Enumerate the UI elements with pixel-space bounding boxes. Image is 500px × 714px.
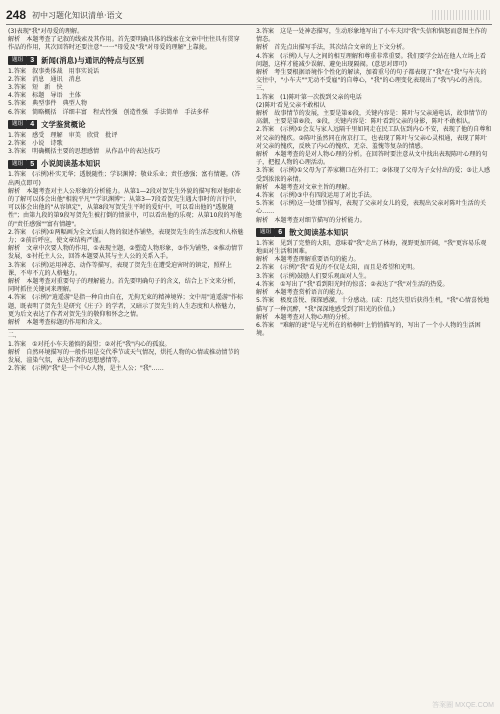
- text-paragraph: 解析 文章中次要人物的作用，①表现主题，②塑造人物形象，③作为铺垫，④推动情节发展，⑤衬托主人公，回答本题要从其与主人公的关系入手。: [8, 245, 244, 261]
- text-paragraph: 解析 本题考查理解重要语句的能力。: [256, 256, 360, 264]
- text-paragraph: 解析 故事情节的发展，主要是第⑥段，关键内容是：陈叶与父亲通电话，故事情节的高潮，主要是第⑧段、⑨段，关键内容是：陈叶看到父亲的身影，陈叶不敢相认。: [256, 110, 487, 126]
- section-tag: 题组: [8, 56, 27, 65]
- text-paragraph: 3.答案 (示例)鼓励人们要乐观面对人生。: [256, 272, 371, 280]
- text-paragraph: 解析 本题考查对细节描写的分析能力。: [256, 216, 366, 224]
- answer-row: 3.答案 短 新 快: [8, 84, 63, 92]
- section-number: 4: [27, 120, 37, 129]
- section-heading: [8, 159, 244, 169]
- text-paragraph: 2.答案 (示例)①会友与家人远隔千里如同走在民工队伍到内心不安，表现了他的自尊和对父亲的愧疚。②陈叶虽然同在南京打工，也表现了陈叶与父亲心灵相通，表现了陈叶对父亲的愧疚，反映了内心的愧疚、无奈、羞愧等复杂的情感。: [256, 126, 492, 150]
- book-title: 初中习题化知识清单·语文: [32, 10, 123, 20]
- text-paragraph: 解析 首先点出描写手法，其次结合文章的上下文分析。: [256, 44, 409, 52]
- text-paragraph: 解析 本题考查的是对人物心理的分析。在回答时要注意从文中找出表现陈叶心理的句子，把握人物的心理活动。: [256, 151, 488, 167]
- text-paragraph: 5.答案 极度喜悦、探探感激，十分感动。(或：几经失望后获得生机，"我"心情喜悦地描写了一种沉醉，"我"深深地感受到了阳光的价值。): [256, 297, 490, 313]
- text-paragraph: 1.答案 (示例)朴实无华；透脱随性；学识渊博；敬业乐业；责任感强；富有情趣。(答出两点即可): [8, 171, 241, 187]
- text-paragraph: 3.答案 (示例)①父母为了养家糊口在外打工；②体现了父母为子女付出的爱；③让人感受到浓浓的亲情。: [256, 167, 491, 183]
- section-heading: [256, 228, 492, 238]
- left-column: [8, 28, 244, 373]
- text-paragraph: 6.答案 "难解的谜"是与光所在的梧桐叶上悄悄描写的，写出了一个小人物的生活困境。: [256, 321, 481, 338]
- section-heading: [8, 120, 244, 130]
- section-tag: 题组: [8, 160, 27, 169]
- text-paragraph: 4.答案 (示例)③中有四段运用了对比手法。: [256, 192, 376, 200]
- decorative-pattern: [432, 10, 492, 20]
- text-paragraph: 三、: [256, 85, 269, 93]
- section-title: 新闻(消息)与通讯的特点与区别: [41, 55, 144, 65]
- answer-row: 1.答案 感受 理解 审美 欣赏 批评: [8, 131, 118, 139]
- text-paragraph: 3.答案 这是一处神态描写，生动形象地写出了小车夫因"我"失信和恼怒而意图主作的情态。: [256, 28, 487, 44]
- answer-row: 5.答案 典型事件 典型人物: [8, 100, 87, 108]
- section-title: 小说阅读基本知识: [41, 159, 101, 169]
- page-number: 248: [6, 8, 27, 22]
- section-title: 文学鉴赏概论: [41, 119, 86, 129]
- text-paragraph: 1.答案 ①对托小车夫谨慎的渴望；②对托"我"内心的孤寂。: [8, 340, 171, 348]
- answer-row: 2.答案 消息 通讯 消息: [8, 75, 81, 83]
- answer-row: 4.答案 标题 导语 主体: [8, 92, 81, 100]
- answer-row: 1.答案 叙事类体裁 用事实说话: [8, 67, 100, 75]
- section-title: 散文阅读基本知识: [289, 227, 349, 237]
- text-paragraph: 5.答案 (示例)这一处细节描写，表现了父亲对女儿的爱，表现出父亲对陈叶生活的关心……: [256, 200, 486, 216]
- text-paragraph: 解析 本题考查了记叙的线索及其作用。首先要明确具体的线索在文章中往往具有贯穿作品的作用，其次回答时还要注意"一一"母爱及"我"对母爱的理解"上靠拢。: [8, 36, 240, 52]
- text-paragraph: 1.答案 见到了完整的大阳，意味着"我"走出了林海，视野更加开阔，"我"更容易乐观地面对生活和困难。: [256, 239, 487, 256]
- text-paragraph: 4.答案 (示例)人与人之间的相互理解和尊重非常重要。我们要学会站在他人立场上看问题，这样才能减少误解、避免出现隔阂。(意思对即可): [256, 52, 486, 68]
- text-paragraph: 解析 本题考查标题的作用和含义。: [8, 319, 106, 327]
- text-paragraph: 2.答案 (示例)"我"是一个中心人物，是主人公；"我"……: [8, 365, 164, 373]
- answer-list: [8, 132, 244, 157]
- text-paragraph: 3.答案 (示例)运用神态、动作等描写，表现了贺先生在遭受迫害时的镇定，照样上课，不卑不亢的人格魅力。: [8, 261, 232, 277]
- text-paragraph: 解析 本题考查对文章主旨的理解。: [256, 183, 354, 191]
- text-paragraph: 二、: [8, 332, 21, 340]
- text-paragraph: 解析 本题考查对主人公形象的分析能力。从第1—2段对贺先生外貌的描写和对他职业的了解可以体会出他"相貌平凡""学识渊博"；从第3—7段看贺先生遇大事时的言行中，可以体会出他的"从容镇定"，从第8段写贺先生平时的爱好中，可以看出他的"透脱随性"；由第九段的第9段写贺先生被打倒的情景中，可以看出他的乐观；从第10段的写他的"责任感强""富有情趣"。: [8, 187, 242, 228]
- right-column: [256, 28, 492, 338]
- answer-list: [8, 68, 244, 117]
- divider: [8, 329, 244, 330]
- text-paragraph: 4.答案 ①写出了"我"看到阳光时的惊喜；②表达了"我"对生活的热爱。: [256, 280, 449, 288]
- section-number: 6: [275, 228, 285, 237]
- watermark: 答案圈 MXQE.COM: [432, 702, 494, 709]
- answer-row: 2.答案 小说 诗歌: [8, 140, 63, 148]
- section-number: 5: [27, 160, 37, 169]
- answer-row: 6.答案 简略概括 详细丰富 程式性强 创造性强 手法简单 手法多样: [8, 108, 209, 116]
- answer-row: 3.答案 明确概括主要的思想感情 从作品中的表达技巧: [8, 148, 161, 156]
- text-paragraph: 解析 本题考查赏析语言的能力。: [256, 289, 348, 297]
- text-paragraph: (3)表现"我"对母爱的理解。: [8, 28, 84, 35]
- section-number: 3: [27, 56, 37, 65]
- text-paragraph: 解析 考生要根据语境作个性化的解读，加着重号的句子都表现了"我"在"我"与车夫的交往中，"小车夫""无动不受雇"的自尊心，"我"的心理变化表现出了"我"内心的善良。: [256, 69, 487, 85]
- text-paragraph: 解析 本题考查对人物心理的分析。: [256, 313, 354, 321]
- text-paragraph: 1.答案 (1)陈叶第一次拨到父亲的电话: [256, 93, 362, 101]
- answer-list: [8, 171, 244, 373]
- answer-list: [256, 240, 492, 338]
- section-tag: 题组: [8, 120, 27, 129]
- text-paragraph: (2)陈叶看见父亲不敢相认: [256, 101, 326, 109]
- section-tag: 题组: [256, 228, 275, 237]
- text-paragraph: 解析 自然环境描写的一般作用是交代季节或天气情况，烘托人物的心情或推动情节的发展，渲染气氛，表达作者的思想感情等。: [8, 348, 240, 364]
- text-paragraph: 2.答案 (示例)"我"看见的不仅是太阳，而且是希望和光明。: [256, 264, 419, 272]
- section-heading: [8, 56, 244, 66]
- page-header: [6, 6, 492, 25]
- text-paragraph: 4.答案 (示例)"逍遥游"是指一种自由自在，无拘无束的精神境界；文中用"逍遥游"作标题，既表明了贺先生是研究《庄子》的学者，又暗示了贺先生的人生态度和人格魅力，更为后文表达了作者对贺先生的敬仰和怀念之情。: [8, 294, 244, 318]
- text-paragraph: 解析 本题考查对重要句子的理解能力。首先要明确句子的含义，结合上下文来分析，同时抓住关键词来理解。: [8, 278, 240, 294]
- text-paragraph: 2.答案 (示例)①两幅画为全文后面人物的叙述作铺垫，表现贺先生的生活态度和人格魅力；②前后呼应，使文章结构严谨。: [8, 228, 244, 245]
